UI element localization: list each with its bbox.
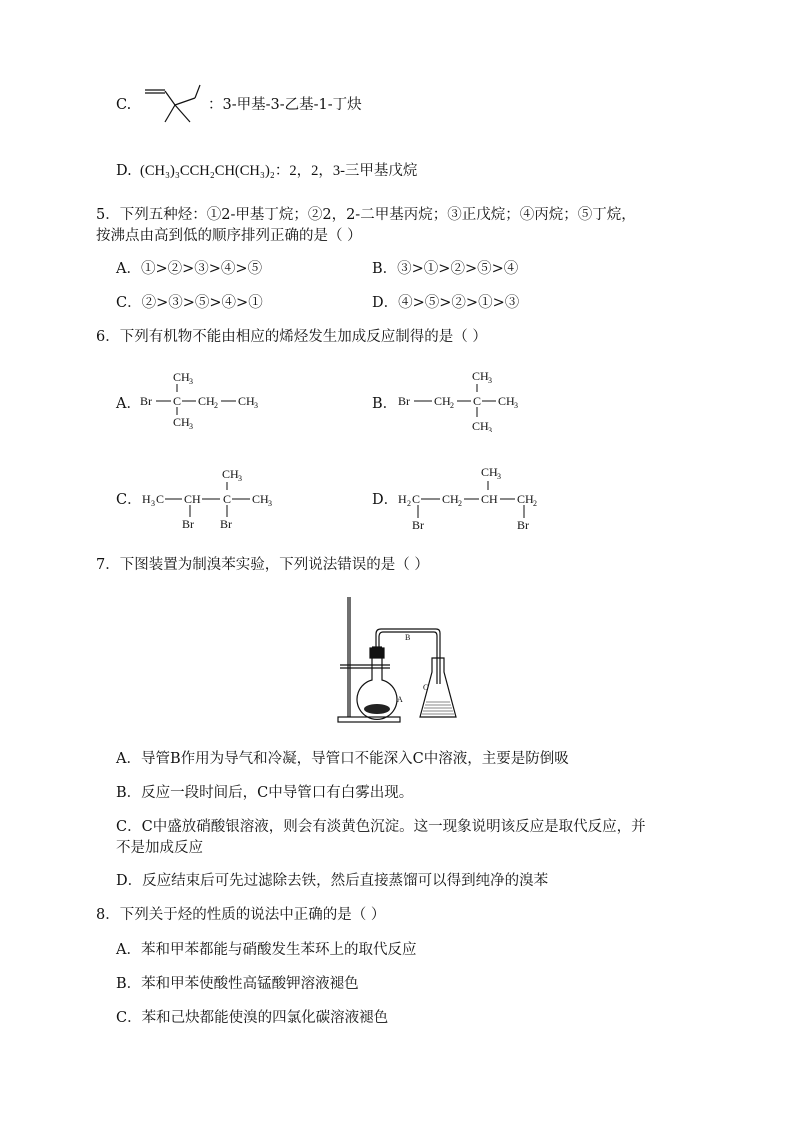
svg-text:2: 2 [407,499,411,508]
svg-text:2: 2 [450,401,454,410]
svg-text:3: 3 [238,474,242,483]
q6-option-b-structure [396,366,526,432]
svg-text:CH: CH [252,492,269,506]
q6-option-c-label: C． [116,492,142,508]
q4-option-c-name: ：3-甲基-3-乙基-1-丁炔 [208,97,362,113]
q5-option-b: B．③>①>②>⑤>④ [372,261,519,277]
svg-text:CH: CH [498,394,515,408]
q7-option-b: B．反应一段时间后，C中导管口有白雾出现。 [116,785,414,801]
q7-option-c-line1: C．C中盛放硝酸银溶液，则会有淡黄色沉淀。这一现象说明该反应是取代反应，并 [116,819,646,835]
svg-text:3: 3 [151,499,155,508]
svg-text:3: 3 [189,377,193,386]
q5-stem-line1: 5．下列五种烃：①2-甲基丁烷；②2，2-二甲基丙烷；③正戊烷；④丙烷；⑤丁烷， [96,207,636,223]
figure-label-c: C [423,683,429,692]
svg-text:CH: CH [517,492,534,506]
svg-text:Br: Br [517,518,529,532]
svg-text:H: H [142,492,151,506]
svg-text:CH: CH [442,492,459,506]
svg-text:Br: Br [412,518,424,532]
svg-text:3: 3 [497,472,501,481]
svg-text:CH: CH [222,467,239,481]
svg-text:CH: CH [238,394,255,408]
q7-option-a: A．导管B作用为导气和冷凝，导管口不能深入C中溶液，主要是防倒吸 [116,751,569,767]
svg-text:C: C [223,492,232,506]
q5-option-d: D．④>⑤>②>①>③ [372,295,520,311]
q6-option-a-structure [138,368,268,430]
svg-text:2: 2 [533,499,537,508]
q8-option-a: A．苯和甲苯都能与硝酸发生苯环上的取代反应 [116,942,417,958]
q7-option-d: D．反应结束后可先过滤除去铁，然后直接蒸馏可以得到纯净的溴苯 [116,873,549,889]
q6-option-a-label: A． [116,396,141,412]
svg-text:3: 3 [254,401,258,410]
q4-option-c-skeletal-structure [140,80,210,130]
svg-text:Br: Br [182,517,194,531]
figure-label-b: B [405,633,411,642]
q4-option-d-label: D. [116,163,132,179]
q4-option-c-label: C. [116,97,132,113]
q4-option-d-text: (CH₃)₃CCH₂CH(CH₃)₂：2，2，3-三甲基戊烷 [140,163,418,179]
svg-text:2: 2 [458,499,462,508]
q7-option-c-line2: 不是加成反应 [116,840,203,856]
svg-text:C: C [173,394,182,408]
svg-text:CH: CH [481,465,498,479]
bromobenzene-apparatus-figure [330,592,470,727]
svg-text:CH: CH [184,492,201,506]
svg-text:CH: CH [173,370,190,384]
q8-option-b: B．苯和甲苯使酸性高锰酸钾溶液褪色 [116,976,359,992]
svg-text:3: 3 [189,422,193,430]
svg-text:CH: CH [173,415,190,429]
svg-text:3: 3 [268,499,272,508]
q6-option-c-structure [140,462,280,532]
svg-text:CH: CH [198,394,215,408]
svg-text:C: C [473,394,482,408]
svg-text:3: 3 [488,376,492,385]
svg-text:Br: Br [220,517,232,531]
q6-option-b-label: B． [372,396,398,412]
svg-text:CH: CH [481,492,498,506]
svg-text:Br: Br [140,394,152,408]
svg-text:3: 3 [488,426,492,432]
svg-text:3: 3 [514,401,518,410]
q5-option-c: C．②>③>⑤>④>① [116,295,263,311]
figure-label-a: A [397,695,403,704]
q6-option-d-label: D． [372,492,399,508]
q6-option-d-structure [396,460,556,532]
q8-stem: 8．下列关于烃的性质的说法中正确的是（ ） [96,907,386,923]
q6-stem: 6．下列有机物不能由相应的烯烃发生加成反应制得的是（ ） [96,329,487,345]
svg-text:2: 2 [214,401,218,410]
svg-text:CH: CH [472,369,489,383]
q5-stem-line2: 按沸点由高到低的顺序排列正确的是（ ） [96,228,362,244]
q5-option-a: A．①>②>③>④>⑤ [116,261,263,277]
svg-text:C: C [156,492,165,506]
svg-text:Br: Br [398,394,410,408]
q8-option-c: C．苯和己炔都能使溴的四氯化碳溶液褪色 [116,1010,389,1026]
q7-stem: 7．下图装置为制溴苯实验，下列说法错误的是（ ） [96,557,429,573]
svg-text:CH: CH [434,394,451,408]
svg-text:CH: CH [472,419,489,432]
svg-text:C: C [412,492,421,506]
svg-text:H: H [398,492,407,506]
